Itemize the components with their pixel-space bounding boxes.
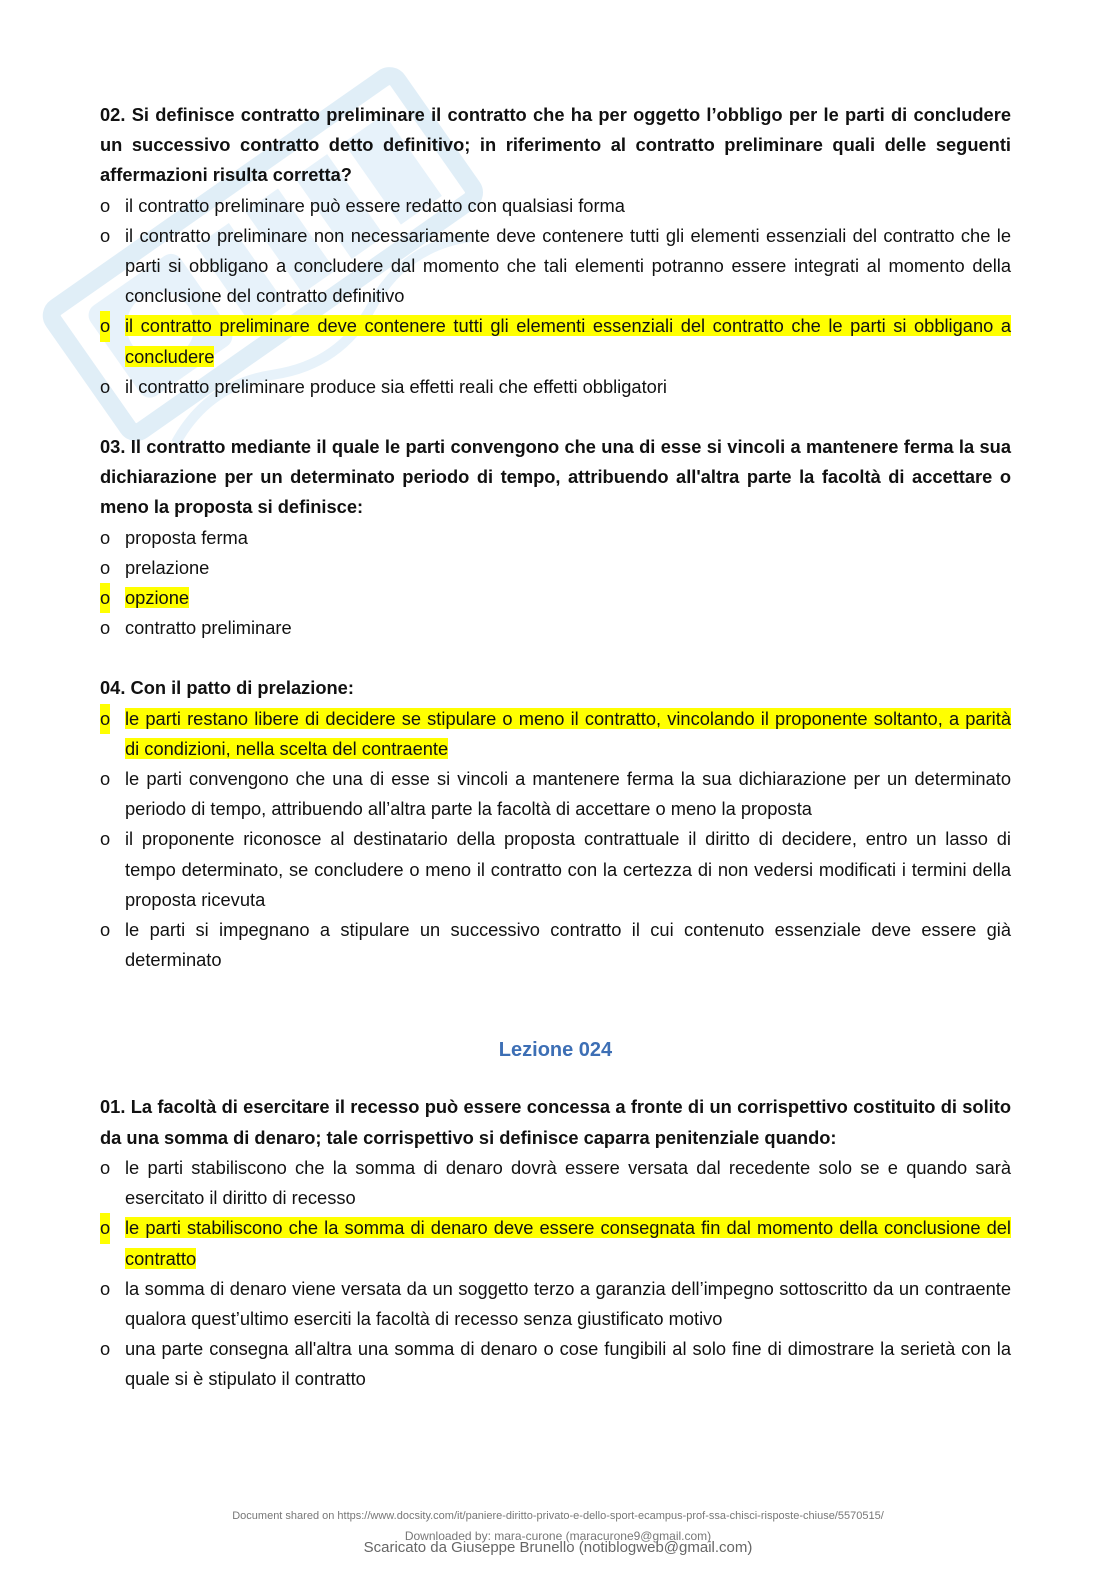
bullet-icon: o (100, 1277, 111, 1299)
bullet-icon: o (100, 311, 110, 341)
answer-text: una parte consegna all'altra una somma di denaro o cose fungibili al solo fine di dimostrare la serietà con la quale si è stipulato il contratto (125, 1338, 1011, 1390)
bullet-icon: o (100, 828, 111, 850)
answer-options (100, 1153, 1011, 1395)
document-body (100, 100, 1011, 1425)
bullet-icon: o (100, 704, 110, 734)
footer-scaricato-da: Scaricato da Giuseppe Brunello (notiblogweb@gmail.com) (363, 1539, 753, 1556)
answer-option-correct (100, 704, 1011, 764)
question-text: 04. Con il patto di prelazione: (100, 677, 354, 699)
question-block (100, 673, 1011, 975)
answer-option (100, 191, 1011, 221)
answer-option (100, 915, 1011, 975)
answer-option (100, 613, 1011, 643)
answer-text: le parti convengono che una di esse si vincoli a mantenere ferma la sua dichiarazione per un determinato periodo di tempo, attribuendo all’altra parte la facoltà di accettare o meno la proposta (125, 768, 1011, 820)
answer-text: il contratto preliminare non necessariamente deve contenere tutti gli elementi essenziali del contratto che le parti si obbligano a concludere dal momento che tali elementi potranno essere integrati al momento della conclusione del contratto definitivo (125, 224, 1011, 307)
bullet-icon: o (100, 375, 111, 397)
answer-text: il contratto preliminare può essere redatto con qualsiasi forma (125, 194, 625, 216)
footer-downloaded-by: Downloaded by: mara-curone (maracurone9@gmail.com) (404, 1529, 712, 1543)
answer-option-correct (100, 583, 1011, 613)
footer-shared-link[interactable]: Document shared on https://www.docsity.com/it/paniere-diritto-privato-e-dello-sport-ecampus-prof-ssa-chisci-risposte-chiuse/5570515/ (232, 1510, 884, 1522)
answer-text: prelazione (125, 556, 210, 578)
answer-option (100, 824, 1011, 915)
answer-text: la somma di denaro viene versata da un soggetto terzo a garanzia dell’impegno sottoscritto da un contraente qualora quest’ultimo eserciti la facoltà di recesso senza giustificato motivo (125, 1277, 1011, 1329)
answer-option (100, 221, 1011, 312)
bullet-icon: o (100, 1156, 111, 1178)
bullet-icon: o (100, 583, 110, 613)
answer-text: contratto preliminare (125, 617, 292, 639)
question-block (100, 432, 1011, 643)
answer-options (100, 704, 1011, 976)
answer-text: le parti stabiliscono che la somma di denaro dovrà essere versata dal recedente solo se e quando sarà esercitato il diritto di recesso (125, 1156, 1011, 1209)
question-block (100, 1092, 1011, 1394)
answer-option-correct (100, 311, 1011, 371)
answer-text: il proponente riconosce al destinatario della proposta contrattuale il diritto di decidere, entro un lasso di tempo determinato, se concludere o meno il contratto con la certezza di non vedersi modificati i termini della proposta ricevuta (125, 828, 1011, 910)
answer-text: opzione (125, 587, 190, 609)
bullet-icon: o (100, 1338, 111, 1360)
question-text: 02. Si definisce contratto preliminare il contratto che ha per oggetto l’obbligo per le parti di concludere un successivo contratto detto definitivo; in riferimento al contratto preliminare quali delle seguenti affermazioni risulta corretta? (100, 104, 1011, 186)
bullet-icon: o (100, 617, 111, 639)
answer-options (100, 523, 1011, 644)
answer-option (100, 764, 1011, 824)
answer-option-correct (100, 1213, 1011, 1273)
question-text: 01. La facoltà di esercitare il recesso può essere concessa a fronte di un corrispettivo costituito di solito da una somma di denaro; tale corrispettivo si definisce caparra penitenziale quando: (100, 1096, 1011, 1148)
bullet-icon: o (100, 526, 111, 548)
answer-text: le parti si impegnano a stipulare un successivo contratto il cui contenuto essenziale deve essere già determinato (125, 919, 1011, 971)
answer-text: il contratto preliminare produce sia effetti reali che effetti obbligatori (125, 375, 667, 397)
answer-option (100, 553, 1011, 583)
answer-text: il contratto preliminare deve contenere tutti gli elementi essenziali del contratto che le parti si obbligano a concludere (125, 315, 1011, 367)
bullet-icon: o (100, 556, 111, 578)
answer-option (100, 1274, 1011, 1334)
bullet-icon: o (100, 1213, 110, 1243)
answer-text: le parti stabiliscono che la somma di denaro deve essere consegnata fin dal momento della conclusione del contratto (125, 1217, 1011, 1269)
lesson-title: Lezione 024 (498, 1039, 613, 1062)
answer-option (100, 1334, 1011, 1394)
answer-option (100, 372, 1011, 402)
bullet-icon: o (100, 768, 111, 790)
question-block (100, 100, 1011, 402)
answer-options (100, 191, 1011, 402)
answer-option (100, 1153, 1011, 1213)
answer-text: le parti restano libere di decidere se stipulare o meno il contratto, vincolando il proponente soltanto, a parità di condizioni, nella scelta del contraente (125, 707, 1011, 759)
question-text: 03. Il contratto mediante il quale le parti convengono che una di esse si vincoli a mantenere ferma la sua dichiarazione per un determinato periodo di tempo, attribuendo all'altra parte la facoltà di accettare o meno la proposta si definisce: (100, 436, 1011, 518)
bullet-icon: o (100, 919, 111, 941)
bullet-icon: o (100, 224, 111, 246)
answer-option (100, 523, 1011, 553)
bullet-icon: o (100, 194, 111, 216)
answer-text: proposta ferma (125, 526, 248, 548)
